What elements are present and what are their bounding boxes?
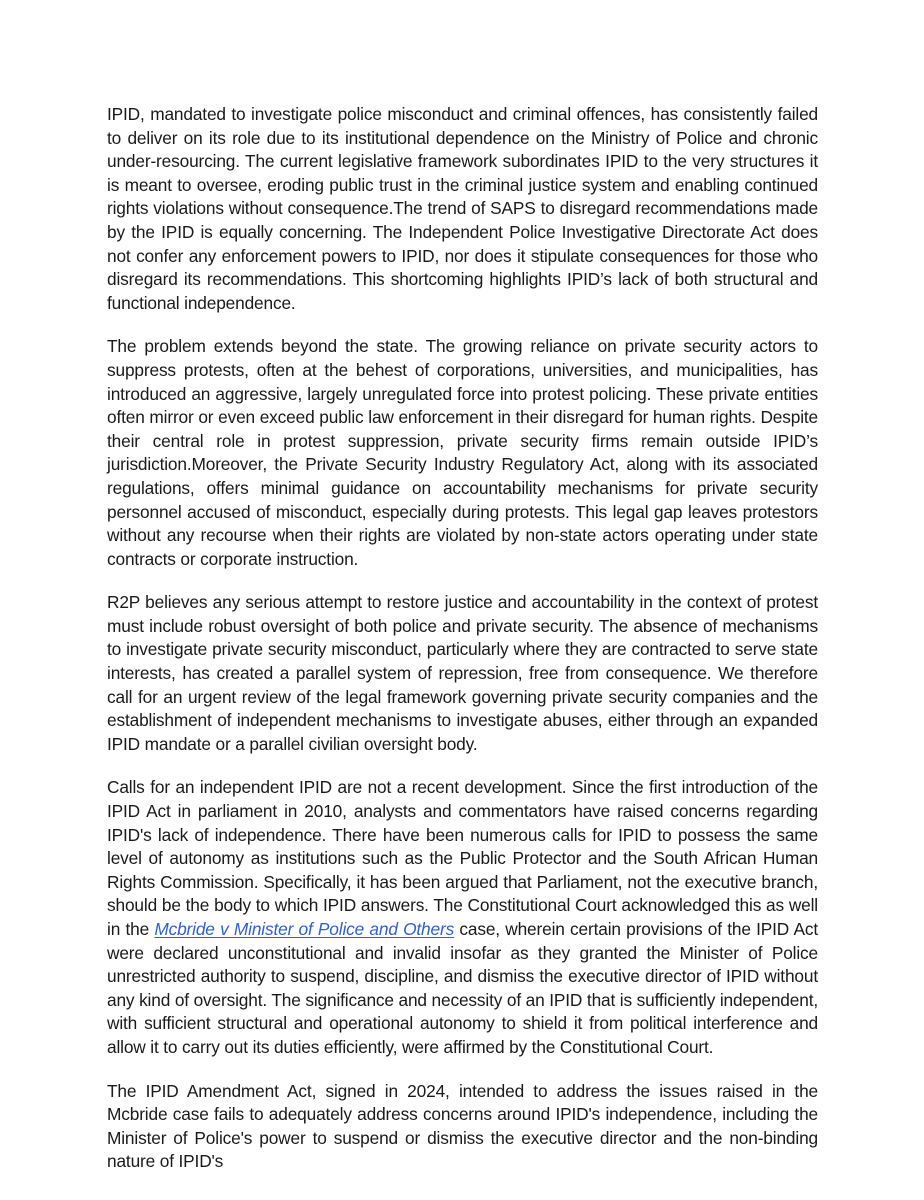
paragraph-amendment-act: The IPID Amendment Act, signed in 2024, intended to address the issues raised in the Mcbride case fails to adequately address concerns around IPID's independence, including the Minister of Police's power to suspend or dismiss the executive director and the non-binding nature of IPID's xyxy=(107,1080,818,1172)
paragraph-ipid-mandate: IPID, mandated to investigate police misconduct and criminal offences, has consistently failed to deliver on its role due to its institutional dependence on the Ministry of Police and chronic under-resourcing. The current legislative framework subordinates IPID to the very structures it is meant to oversee, eroding public trust in the criminal justice system and enabling continued rights violations without consequence.The trend of SAPS to disregard recommendations made by the IPID is equally concerning. The Independent Police Investigative Directorate Act does not confer any enforcement powers to IPID, nor does it stipulate consequences for those who disregard its recommendations. This shortcoming highlights IPID’s lack of both structural and functional independence. xyxy=(107,104,818,313)
paragraph-r2p-position: R2P believes any serious attempt to restore justice and accountability in the context of protest must include robust oversight of both police and private security. The absence of mechanisms to investigate private security misconduct, particularly where they are contracted to serve state interests, has created a parallel system of repression, free from consequence. We therefore call for an urgent review of the legal framework governing private security companies and the establishment of independent mechanisms to investigate abuses, either through an expanded IPID mandate or a parallel civilian oversight body. xyxy=(107,592,818,754)
paragraph-text-before-link: Calls for an independent IPID are not a recent development. Since the first introduction of the IPID Act in parliament in 2010, analysts and commentators have raised concerns regarding IPID's lack of independence. There have been numerous calls for IPID to possess the same level of autonomy as institutions such as the Public Protector and the South African Human Rights Commission. Specifically, it has been argued that Parliament, not the executive branch, should be the body to which IPID answers. The Constitutional Court acknowledged this as well in the xyxy=(107,777,818,939)
paragraph-text-after-link: case, wherein certain provisions of the IPID Act were declared unconstitutional and invalid insofar as they granted the Minister of Police unrestricted authority to suspend, discipline, and dismiss the executive director of IPID without any kind of oversight. The significance and necessity of an IPID that is sufficiently independent, with sufficient structural and operational autonomy to shield it from political interference and allow it to carry out its duties efficiently, were affirmed by the Constitutional Court. xyxy=(107,919,818,1057)
mcbride-case-link[interactable]: Mcbride v Minister of Police and Others xyxy=(154,919,455,939)
document-page xyxy=(107,103,818,1174)
paragraph-independence-calls xyxy=(107,776,818,1059)
paragraph-private-security: The problem extends beyond the state. The growing reliance on private security actors to suppress protests, often at the behest of corporations, universities, and municipalities, has introduced an aggressive, largely unregulated force into protest policing. These private entities often mirror or even exceed public law enforcement in their disregard for human rights. Despite their central role in protest suppression, private security firms remain outside IPID’s jurisdiction.Moreover, the Private Security Industry Regulatory Act, along with its associated regulations, offers minimal guidance on accountability mechanisms for private security personnel accused of misconduct, especially during protests. This legal gap leaves protestors without any recourse when their rights are violated by non-state actors operating under state contracts or corporate instruction. xyxy=(107,336,818,569)
